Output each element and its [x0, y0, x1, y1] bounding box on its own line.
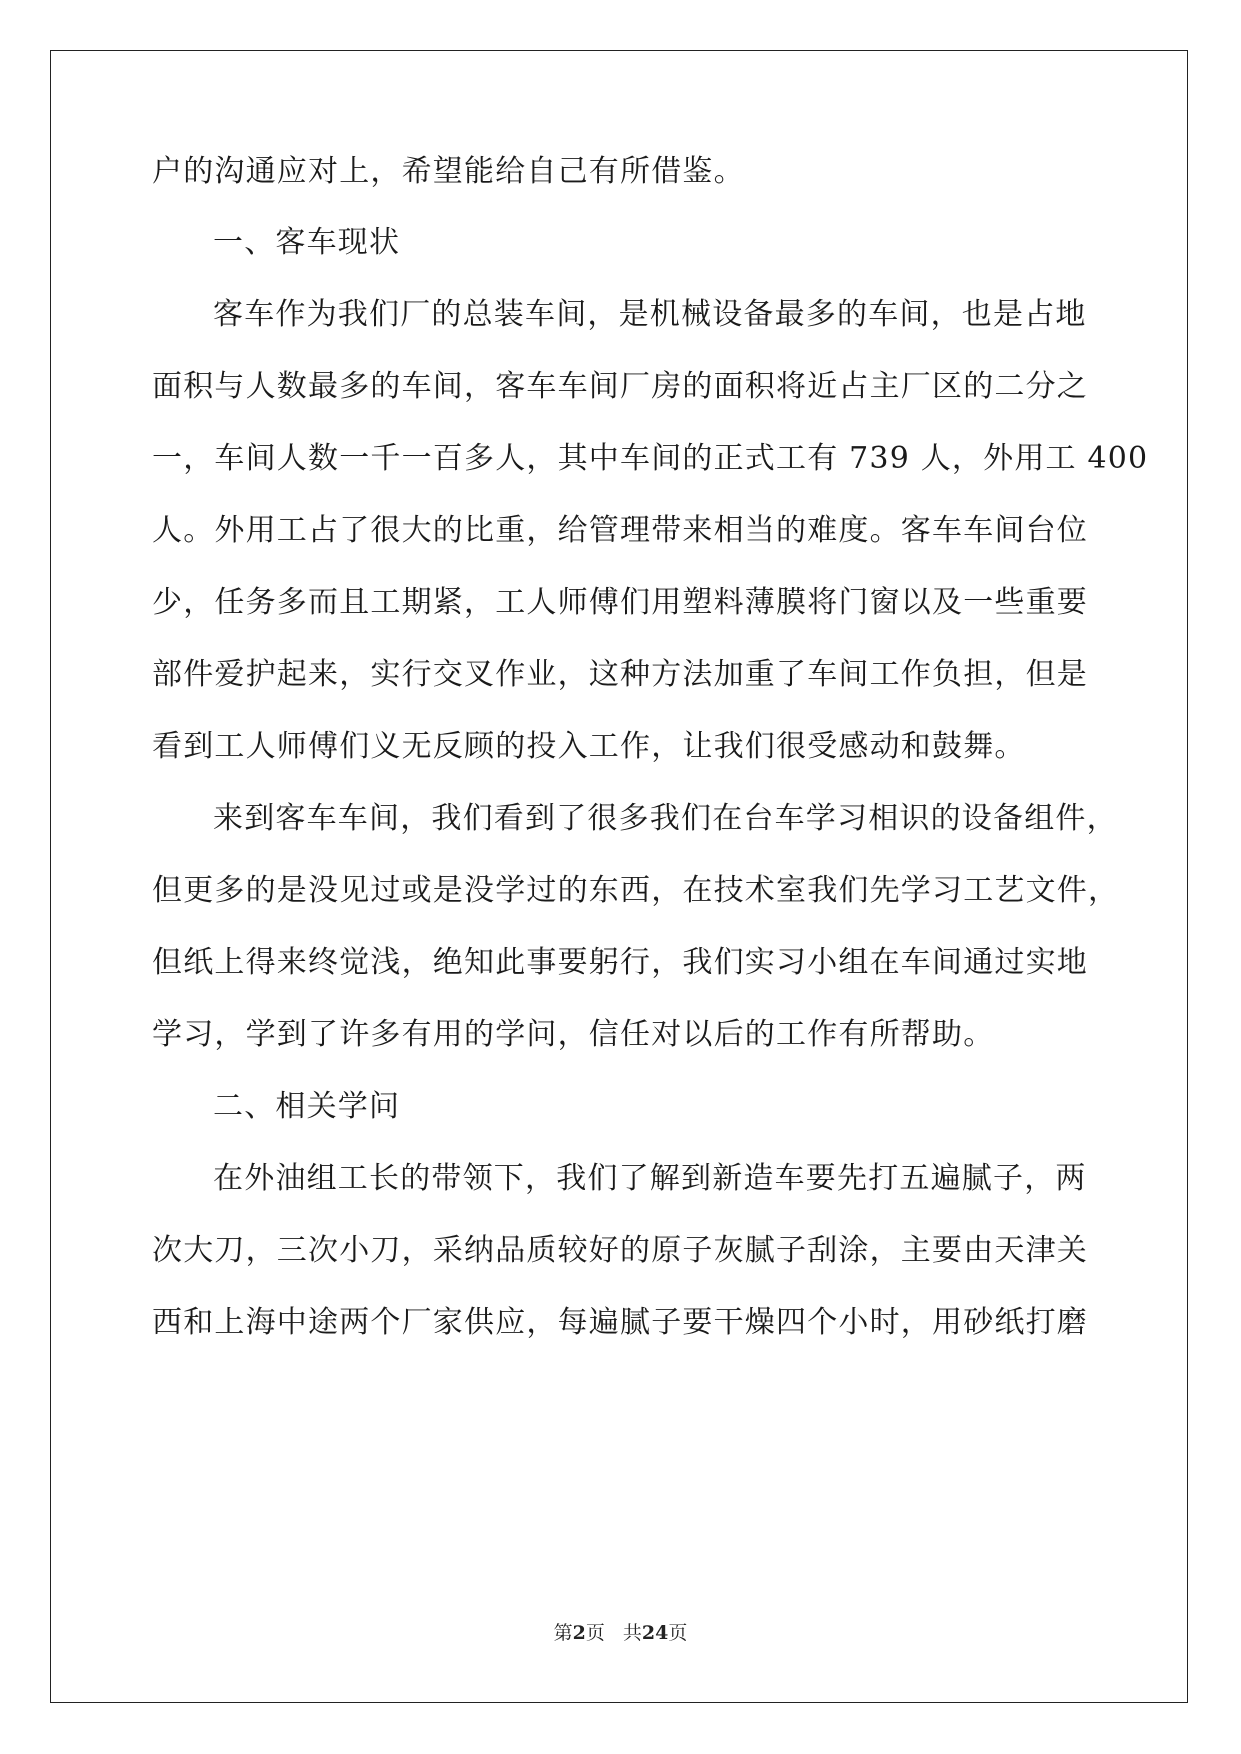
text-line: 人。外用工占了很大的比重，给管理带来相当的难度。客车车间台位	[152, 513, 1088, 548]
text-line: 学习，学到了许多有用的学问，信任对以后的工作有所帮助。	[152, 1017, 995, 1052]
text-line: 西和上海中途两个厂家供应，每遍腻子要干燥四个小时，用砂纸打磨	[152, 1305, 1088, 1340]
total-prefix: 共	[622, 1622, 642, 1644]
page-suffix: 页	[585, 1622, 605, 1644]
text-line: 次大刀，三次小刀，采纳品质较好的原子灰腻子刮涂，主要由天津关	[152, 1233, 1088, 1268]
text-line: 一，车间人数一千一百多人，其中车间的正式工有 739 人，外用工 400	[152, 441, 1149, 476]
section-heading: 一、客车现状	[213, 225, 401, 260]
total-suffix: 页	[668, 1622, 688, 1644]
text-line: 看到工人师傅们义无反顾的投入工作，让我们很受感动和鼓舞。	[152, 729, 1026, 764]
page-prefix: 第	[553, 1622, 573, 1644]
current-page-number: 2	[572, 1622, 586, 1644]
text-line: 少，任务多而且工期紧，工人师傅们用塑料薄膜将门窗以及一些重要	[152, 585, 1088, 620]
text-line: 面积与人数最多的车间，客车车间厂房的面积将近占主厂区的二分之	[152, 369, 1088, 404]
page-footer	[0, 1621, 1241, 1645]
text-line: 客车作为我们厂的总装车间，是机械设备最多的车间，也是占地	[213, 297, 1087, 332]
text-line: 但更多的是没见过或是没学过的东西，在技术室我们先学习工艺文件，	[152, 873, 1120, 908]
text-line: 在外油组工长的带领下，我们了解到新造车要先打五遍腻子，两	[213, 1161, 1087, 1196]
text-line: 户的沟通应对上，希望能给自己有所借鉴。	[152, 154, 745, 189]
text-line: 部件爱护起来，实行交叉作业，这种方法加重了车间工作负担，但是	[152, 657, 1088, 692]
text-line: 来到客车车间，我们看到了很多我们在台车学习相识的设备组件，	[213, 801, 1118, 836]
text-line: 但纸上得来终觉浅，绝知此事要躬行，我们实习小组在车间通过实地	[152, 945, 1088, 980]
total-page-number: 24	[641, 1622, 669, 1644]
section-heading: 二、相关学问	[213, 1089, 401, 1124]
